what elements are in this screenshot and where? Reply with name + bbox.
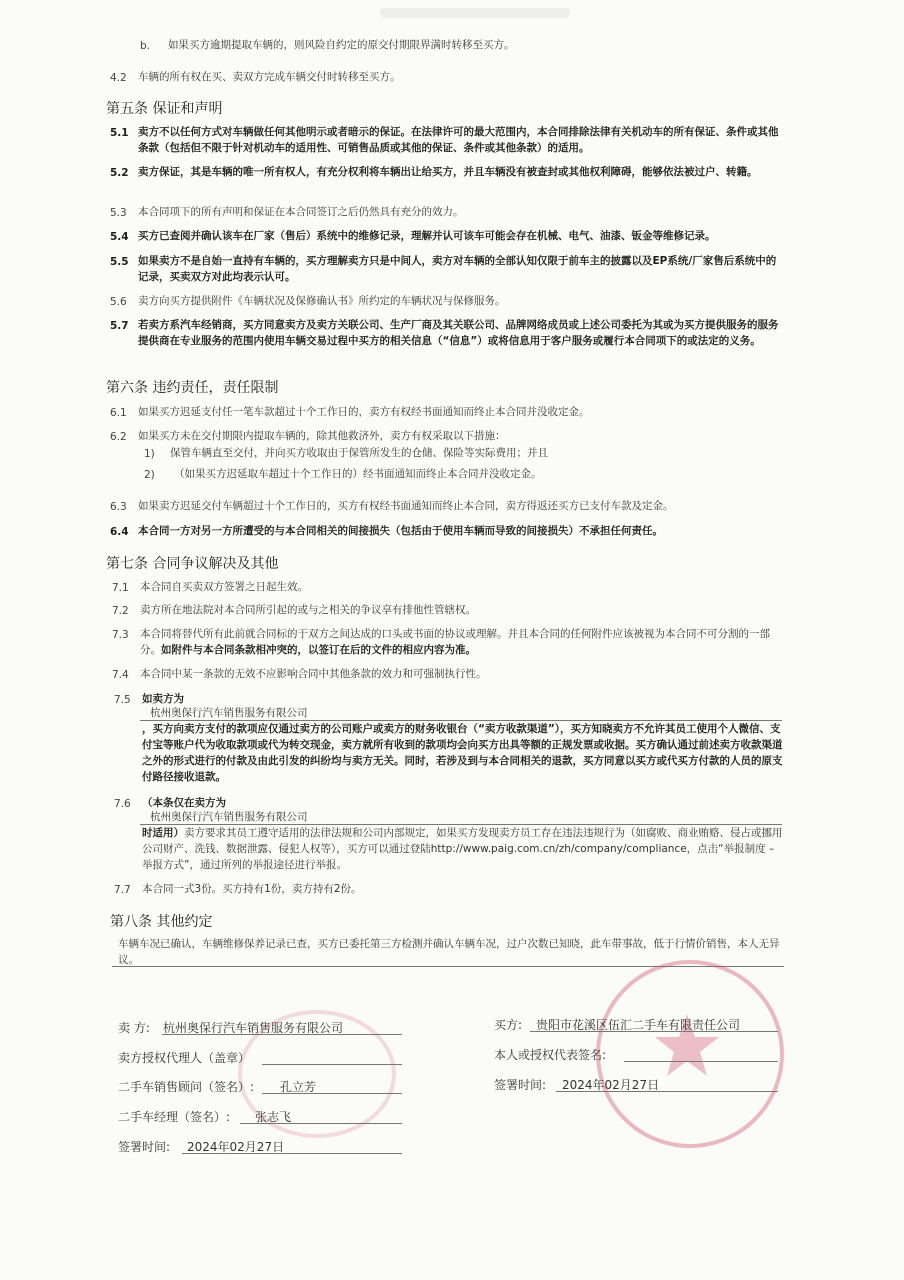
clause-6-1-num: 6.1 xyxy=(110,407,127,419)
clause-7-3-text-a: 本合同将替代所有此前就合同标的于双方之间达成的口头或书面的协议或理解。并且本合同的任何附件应该被视为本合同不可分割的一部分。 xyxy=(140,628,770,656)
clause-7-3-text xyxy=(140,626,784,658)
buyer-rep-rule xyxy=(624,1061,778,1062)
buyer-date-value: 2024年02月27日 xyxy=(562,1078,660,1092)
seller-rule xyxy=(162,1034,402,1035)
clause-5-4-text: 买方已查阅并确认该车在厂家（售后）系统中的维修记录，理解并认可该车可能会存在机械、电气、油漆、钣金等维修记录。 xyxy=(138,230,716,242)
clause-7-5-company: 杭州奥保行汽车销售服务有限公司 xyxy=(150,707,308,719)
clause-6-2-1-text: 保管车辆直至交付，并向买方收取由于保管所发生的仓储、保险等实际费用；并且 xyxy=(170,447,548,459)
buyer-value: 贵阳市花溪区伍汇二手车有限责任公司 xyxy=(536,1018,741,1032)
clause-5-3-text: 本合同项下的所有声明和保证在本合同签订之后仍然具有充分的效力。 xyxy=(138,206,464,218)
clause-5-6-num: 5.6 xyxy=(110,296,127,308)
clause-7-6-text-b: 卖方要求其员工遵守适用的法律法规和公司内部规定，如果买方发现卖方员工存在违法违规行为（如腐败、商业贿赂、侵占或挪用公司财产、洗钱、数据泄露、侵犯人权等），买方可以通过登陆http://www.paig.com.cn/zh/company/compliance，点击“举报制度 – 举报方式”，通过所列的举报途径进行举报。 xyxy=(142,827,783,871)
advisor-rule xyxy=(262,1093,402,1094)
clause-6-2-2-num: 2) xyxy=(144,469,155,481)
clause-7-4-text: 本合同中某一条款的无效不应影响合同中其他条款的效力和可强制执行性。 xyxy=(140,668,487,680)
clause-6-2-2-text: （如果买方迟延取车超过十个工作日的）经书面通知而终止本合同并没收定金。 xyxy=(174,468,542,480)
clause-7-1-num: 7.1 xyxy=(112,582,129,594)
clause-4-2-text: 车辆的所有权在买、卖双方完成车辆交付时转移至买方。 xyxy=(138,71,401,83)
clause-5-2-text: 卖方保证，其是车辆的唯一所有权人，有充分权利将车辆出让给买方，并且车辆没有被查封或其他权利障碍，能够依法被过户、转籍。 xyxy=(138,166,758,178)
clause-4-2-num: 4.2 xyxy=(110,72,127,84)
clause-7-3-num: 7.3 xyxy=(112,629,129,641)
clause-6-1-text: 如果买方迟延支付任一笔车款超过十个工作日的，卖方有权经书面通知而终止本合同并没收定金。 xyxy=(138,406,590,418)
buyer-rep-label: 本人或授权代表签名: xyxy=(494,1048,607,1062)
seller-label: 卖 方: xyxy=(118,1021,150,1035)
seller-date-rule xyxy=(182,1153,402,1154)
clause-7-6-lead: （本条仅在卖方为 xyxy=(142,797,226,809)
clause-5-4-num: 5.4 xyxy=(110,231,129,243)
clause-6-4-num: 6.4 xyxy=(110,526,129,538)
clause-6-3-num: 6.3 xyxy=(110,501,127,513)
clause-4-1b-text: 如果买方逾期提取车辆的，则风险自约定的原交付期限界满时转移至买方。 xyxy=(168,39,515,51)
clause-6-3-text: 如果卖方迟延交付车辆超过十个工作日的，买方有权经书面通知而终止本合同，卖方得返还买方已支付车款及定金。 xyxy=(138,500,674,512)
clause-5-2-num: 5.2 xyxy=(110,167,129,179)
manager-value: 张志飞 xyxy=(255,1110,292,1124)
buyer-rule xyxy=(530,1031,778,1032)
clause-6-2-text: 如果买方未在交付期限内提取车辆的，除其他救济外，卖方有权采取以下措施： xyxy=(138,430,506,442)
clause-5-1-text: 卖方不以任何方式对车辆做任何其他明示或者暗示的保证。在法律许可的最大范围内，本合同排除法律有关机动车的所有保证、条件或其他条款（包括但不限于针对机动车的适用性、可销售品质或其他的保证、条件或其他条款）的适用。 xyxy=(138,126,779,154)
seller-value: 杭州奥保行汽车销售服务有限公司 xyxy=(163,1021,344,1035)
clause-7-1-text: 本合同自买卖双方签署之日起生效。 xyxy=(140,581,308,593)
clause-7-6-company: 杭州奥保行汽车销售服务有限公司 xyxy=(150,811,308,823)
section-7-heading: 第七条 合同争议解决及其他 xyxy=(106,556,279,572)
manager-label: 二手车经理（签名）: xyxy=(118,1110,231,1124)
clause-7-2-text: 卖方所在地法院对本合同所引起的或与之相关的争议享有排他性管辖权。 xyxy=(140,604,476,616)
header-faint-mark xyxy=(380,8,570,18)
advisor-label: 二手车销售顾问（签名）: xyxy=(118,1080,255,1094)
clause-7-6-text-a: 时适用） xyxy=(142,827,184,839)
buyer-date-rule xyxy=(556,1091,778,1092)
clause-5-7-text: 若卖方系汽车经销商，买方同意卖方及卖方关联公司、生产厂商及其关联公司、品牌网络成员或上述公司委托为其或为买方提供服务的服务提供商在专业服务的范围内使用车辆交易过程中买方的相关信息（“信息”）或将信息用于客户服务或履行本合同项下的或法定的义务。 xyxy=(138,319,779,347)
seller-agent-rule xyxy=(262,1064,402,1065)
seller-agent-label: 卖方授权代理人（盖章） xyxy=(118,1051,251,1065)
clause-5-5-num: 5.5 xyxy=(110,256,129,268)
clause-6-2-num: 6.2 xyxy=(110,431,127,443)
clause-7-5-num: 7.5 xyxy=(114,694,131,706)
clause-7-5-text: ，买方向卖方支付的款项应仅通过卖方的公司账户或卖方的财务收银台（“卖方收款渠道”），买方知晓卖方不允许其员工使用个人微信、支付宝等账户代为收取款项或代为转交现金，卖方就所有收到的款项均会向买方出具等额的正规发票或收据。买方确认通过前述卖方收款渠道之外的形式进行的付款及由此引发的纠纷均与卖方无关。同时，若涉及到与本合同相关的退款，买方同意以买方或代买方付款的人员的原支付路径接收退款。 xyxy=(142,723,783,783)
section-5-heading: 第五条 保证和声明 xyxy=(106,101,223,117)
clause-7-6-text xyxy=(142,825,784,873)
clause-7-3-text-b: 如附件与本合同条款相冲突的，以签订在后的文件的相应内容为准。 xyxy=(161,644,476,656)
seller-date-value: 2024年02月27日 xyxy=(187,1140,285,1154)
clause-4-1b-num: b. xyxy=(140,40,151,52)
buyer-label: 买方: xyxy=(494,1018,523,1032)
section-8-heading: 第八条 其他约定 xyxy=(110,914,213,930)
clause-5-3-num: 5.3 xyxy=(110,207,127,219)
clause-6-4-text: 本合同一方对另一方所遭受的与本合同相关的间接损失（包括由于使用车辆而导致的间接损失）不承担任何责任。 xyxy=(138,525,663,537)
clause-7-7-text: 本合同一式3份。买方持有1份，卖方持有2份。 xyxy=(142,883,362,895)
clause-5-5-text: 如果卖方不是自始一直持有车辆的，买方理解卖方只是中间人，卖方对车辆的全部认知仅限于前车主的披露以及EP系统/厂家售后系统中的记录，买卖双方对此均表示认可。 xyxy=(138,255,777,283)
clause-7-2-num: 7.2 xyxy=(112,605,129,617)
seller-date-label: 签署时间: xyxy=(118,1140,171,1154)
clause-5-7-num: 5.7 xyxy=(110,320,129,332)
clause-5-1-num: 5.1 xyxy=(110,127,129,139)
clause-7-4-num: 7.4 xyxy=(112,669,129,681)
clause-6-2-1-num: 1) xyxy=(144,448,155,460)
clause-7-5-lead: 如卖方为 xyxy=(142,693,184,705)
clause-5-6-text: 卖方向买方提供附件《车辆状况及保修确认书》所约定的车辆状况与保修服务。 xyxy=(138,295,506,307)
clause-8-text: 车辆车况已确认，车辆维修保养记录已查，买方已委托第三方检测并确认车辆车况，过户次数已知晓，此车带事故，低于行情价销售，本人无异议。 xyxy=(118,938,780,966)
buyer-date-label: 签署时间: xyxy=(494,1078,547,1092)
clause-7-6-num: 7.6 xyxy=(114,798,131,810)
clause-7-7-num: 7.7 xyxy=(114,884,131,896)
advisor-value: 孔立芳 xyxy=(280,1080,317,1094)
section-6-heading: 第六条 违约责任，责任限制 xyxy=(106,380,279,396)
manager-rule xyxy=(240,1123,402,1124)
